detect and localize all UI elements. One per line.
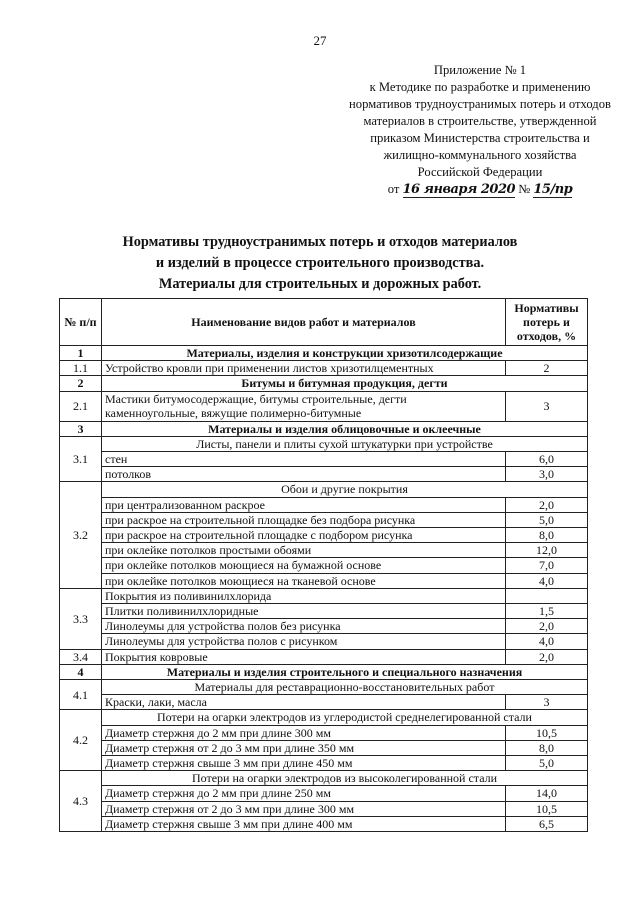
row-num: 3.3: [60, 588, 102, 649]
row-value: 6,5: [506, 816, 588, 831]
table-header-row: [60, 299, 588, 346]
row-name: при оклейке потолков моющиеся на тканевой основе: [102, 573, 506, 588]
table-row: [60, 604, 588, 619]
table-row: [60, 740, 588, 755]
row-name: Устройство кровли при применении листов хризотилцементных: [102, 361, 506, 376]
row-name: Диаметр стержня свыше 3 мм при длине 400 мм: [102, 816, 506, 831]
subgroup-title: Обои и другие покрытия: [102, 482, 588, 497]
row-name: Диаметр стержня до 2 мм при длине 300 мм: [102, 725, 506, 740]
table-row: [60, 634, 588, 649]
section-row: [60, 664, 588, 679]
section-num: 3: [60, 421, 102, 436]
table-row: [60, 543, 588, 558]
row-value: 4,0: [506, 573, 588, 588]
row-name: при оклейке потолков простыми обоями: [102, 543, 506, 558]
subgroup-title: Листы, панели и плиты сухой штукатурки при устройстве: [102, 436, 588, 451]
table-row: [60, 497, 588, 512]
header-num: № п/п: [60, 299, 102, 346]
row-num: 4.3: [60, 771, 102, 832]
section-num: 1: [60, 346, 102, 361]
number-prefix: №: [518, 182, 531, 196]
annex-line: нормативов трудноустранимых потерь и отходов: [349, 97, 611, 111]
row-name: Мастики битумосодержащие, битумы строительные, дегти каменноугольные, вяжущие полимерно-битумные: [102, 391, 506, 421]
row-value: 8,0: [506, 740, 588, 755]
subgroup-row: [60, 436, 588, 451]
row-name: Диаметр стержня до 2 мм при длине 250 мм: [102, 786, 506, 801]
table-row: [60, 361, 588, 376]
norms-table: [59, 298, 588, 832]
section-title: Материалы и изделия облицовочные и оклеечные: [102, 421, 588, 436]
title-line: Нормативы трудноустранимых потерь и отходов материалов: [122, 234, 518, 250]
row-value: 8,0: [506, 528, 588, 543]
annex-line: приказом Министерства строительства и: [370, 131, 590, 145]
row-value: 2,0: [506, 649, 588, 664]
row-value: 5,0: [506, 756, 588, 771]
table-row: [60, 512, 588, 527]
annex-line: жилищно-коммунального хозяйства: [383, 148, 577, 162]
table-row: [60, 801, 588, 816]
row-value: 3,0: [506, 467, 588, 482]
row-name: Диаметр стержня от 2 до 3 мм при длине 350 мм: [102, 740, 506, 755]
subgroup-title: Материалы для реставрационно-восстановительных работ: [102, 680, 588, 695]
title-line: Материалы для строительных и дорожных работ.: [158, 276, 482, 292]
section-title: Материалы, изделия и конструкции хризотилсодержащие: [102, 346, 588, 361]
annex-line: Приложение № 1: [433, 63, 527, 77]
row-value: 2,0: [506, 497, 588, 512]
section-row: [60, 376, 588, 391]
row-value: 3: [506, 695, 588, 710]
header-name: Наименование видов работ и материалов: [102, 299, 506, 346]
table-row: [60, 558, 588, 573]
row-value: 6,0: [506, 452, 588, 467]
row-value: 12,0: [506, 543, 588, 558]
row-num: 3.4: [60, 649, 102, 664]
annex-line: Российской Федерации: [417, 165, 543, 179]
table-row: [60, 695, 588, 710]
row-name: потолков: [102, 467, 506, 482]
table-row: [60, 756, 588, 771]
title-line: и изделий в процессе строительного производства.: [155, 255, 485, 271]
section-title: Битумы и битумная продукция, дегти: [102, 376, 588, 391]
row-value: 10,5: [506, 725, 588, 740]
subgroup-title: Потери на огарки электродов из высоколегированной стали: [102, 771, 588, 786]
document-title: [60, 232, 580, 295]
row-num: 4.2: [60, 710, 102, 771]
row-name: Линолеумы для устройства полов без рисунка: [102, 619, 506, 634]
order-date-line: [330, 181, 630, 198]
row-value: 10,5: [506, 801, 588, 816]
annex-line: материалов в строительстве, утвержденной: [363, 114, 597, 128]
row-name: Покрытия из поливинилхлорида: [102, 588, 506, 603]
table-row: [60, 619, 588, 634]
row-name: при оклейке потолков моющиеся на бумажной основе: [102, 558, 506, 573]
annex-line: к Методике по разработке и применению: [369, 80, 591, 94]
section-row: [60, 421, 588, 436]
header-value: Нормативы потерь и отходов, %: [506, 299, 588, 346]
table-row: [60, 467, 588, 482]
section-num: 4: [60, 664, 102, 679]
row-value: 14,0: [506, 786, 588, 801]
row-value: 2,0: [506, 619, 588, 634]
section-num: 2: [60, 376, 102, 391]
handwritten-date: 16 января 2020: [402, 182, 516, 197]
subgroup-row: [60, 771, 588, 786]
row-name: при раскрое на строительной площадке с подбором рисунка: [102, 528, 506, 543]
row-name: Диаметр стержня свыше 3 мм при длине 450 мм: [102, 756, 506, 771]
table-row: [60, 528, 588, 543]
section-row: [60, 346, 588, 361]
row-value: [506, 588, 588, 603]
row-num: 2.1: [60, 391, 102, 421]
annex-block: [330, 62, 630, 198]
date-prefix: от: [387, 182, 400, 196]
row-value: 3: [506, 391, 588, 421]
row-name: Линолеумы для устройства полов с рисунком: [102, 634, 506, 649]
table-row: [60, 588, 588, 603]
row-value: 4,0: [506, 634, 588, 649]
table-row: [60, 816, 588, 831]
row-name: Краски, лаки, масла: [102, 695, 506, 710]
subgroup-title: Потери на огарки электродов из углеродистой среднелегированной стали: [102, 710, 588, 725]
row-name: при раскрое на строительной площадке без подбора рисунка: [102, 512, 506, 527]
row-value: 5,0: [506, 512, 588, 527]
table-row: [60, 391, 588, 421]
subgroup-row: [60, 710, 588, 725]
table-row: [60, 649, 588, 664]
table-row: [60, 725, 588, 740]
row-num: 1.1: [60, 361, 102, 376]
page-number: 27: [313, 33, 327, 48]
table-row: [60, 573, 588, 588]
table-row: [60, 786, 588, 801]
row-num: 3.2: [60, 482, 102, 588]
row-name: Диаметр стержня от 2 до 3 мм при длине 300 мм: [102, 801, 506, 816]
row-num: 3.1: [60, 436, 102, 482]
row-name: Покрытия ковровые: [102, 649, 506, 664]
handwritten-number: 15/пр: [533, 182, 573, 197]
row-value: 2: [506, 361, 588, 376]
row-value: 7,0: [506, 558, 588, 573]
table-row: [60, 452, 588, 467]
row-num: 4.1: [60, 680, 102, 710]
subgroup-row: [60, 482, 588, 497]
row-name: стен: [102, 452, 506, 467]
subgroup-row: [60, 680, 588, 695]
section-title: Материалы и изделия строительного и специального назначения: [102, 664, 588, 679]
row-name: Плитки поливинилхлоридные: [102, 604, 506, 619]
row-name: при централизованном раскрое: [102, 497, 506, 512]
row-value: 1,5: [506, 604, 588, 619]
